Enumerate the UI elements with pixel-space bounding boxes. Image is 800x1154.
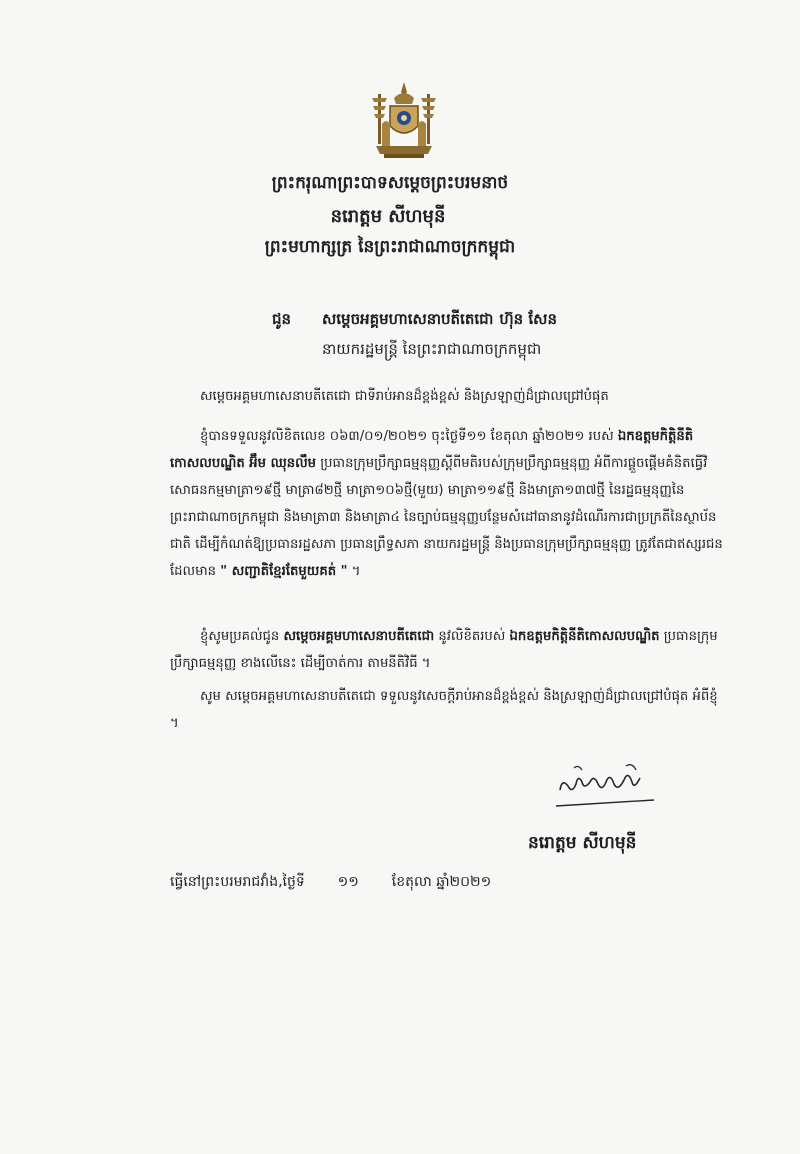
body-paragraph-2 [170,623,730,677]
king-subtitle: ព្រះមហាក្សត្រ នៃព្រះរាជាណាចក្រកម្ពុជា [264,237,516,257]
body-paragraph-1 [170,423,730,585]
addressee-title: នាយករដ្ឋមន្ត្រី នៃព្រះរាជាណាចក្រកម្ពុជា [322,340,542,358]
paragraph-text: ខ្ញុំសូមប្រគល់ជូន [200,629,284,644]
addressee-name-bold: ហ៊ុន សែន [499,310,557,328]
addressee-name: សម្តេចអគ្គមហាសេនាបតីតេជោ [322,310,494,328]
official-title: ឯកឧត្តមកិត្តិនីតិកោសលបណ្ឌិត [509,629,660,644]
paragraph-text: ប្រធានក្រុមប្រឹក្សាធម្មនុញ្ញ ខាងលើនេះ ដើម្បីចាត់ការ តាមនីតិវិធី ។ [170,629,718,671]
date-day: ១១ [337,874,359,890]
closing-paragraph: សូម សម្តេចអគ្គមហាសេនាបតីតេជោ ទទួលនូវសេចក្តីរាប់អានដ៏ខ្ពង់ខ្ពស់ និងស្រឡាញ់ដ៏ជ្រាលជ្រៅបំផុត អំពីខ្ញុំ ។ [170,689,718,731]
date-place: ធ្វើនៅព្រះបរមរាជវាំង,ថ្ងៃទី [170,874,305,890]
paragraph-text: ប្រធានក្រុមប្រឹក្សាធម្មនុញ្ញស្តីពីមតិរបស់ក្រុមប្រឹក្សាធម្មនុញ្ញ អំពីការផ្តួចផ្តើមគំនិតធ្វើវិសោធនកម្មមាត្រា១៩ថ្មី មាត្រា៨២ថ្មី មាត្រា១០៦ថ្មី(មួយ) មាត្រា១១៩ថ្មី និងមាត្រា១៣៧ថ្មី នៃរដ្ឋធម្មនុញ្ញនៃព្រះរាជាណាចក្រកម្ពុជា និងមាត្រា៣ និងមាត្រា៤ នៃច្បាប់ធម្មនុញ្ញបន្ថែមសំដៅធានានូវដំណើរការជាប្រក្រតីនៃស្ថាប័នជាតិ ដើម្បីកំណត់ឱ្យប្រធានរដ្ឋសភា ប្រធានព្រឹទ្ធសភា នាយករដ្ឋមន្ត្រី និងប្រធានក្រុមប្រឹក្សាធម្មនុញ្ញ ត្រូវតែជាឥស្សរជនដែលមាន [170,456,723,579]
addressee-block [272,306,557,366]
salutation-paragraph: សម្តេចអគ្គមហាសេនាបតីតេជោ ជាទីរាប់អានដ៏ខ្ពង់ខ្ពស់ និងស្រឡាញ់ដ៏ជ្រាលជ្រៅបំផុត [200,389,609,404]
handwritten-signature [548,760,658,812]
signer-name: នរោត្តម សីហមុនី [528,833,637,853]
addressee-label: ជូន [272,310,292,328]
recipient-title: សម្តេចអគ្គមហាសេនាបតីតេជោ [283,629,435,644]
quoted-phrase: " សញ្ជាតិខ្មែរតែមួយគត់ " [220,564,348,579]
paragraph-text: ។ [347,564,361,579]
date-month-year: ខែតុលា ឆ្នាំ២០២១ [391,874,492,890]
date-line [170,872,491,893]
royal-coat-of-arms-icon [368,80,440,160]
official-name: ឯកឧត្តមកិត្តិនីតិកោសលបណ្ឌិត អ៊ឹម ឈុនលឹម [170,429,694,471]
king-name: នរោត្តម សីហមុនី [330,206,446,227]
king-title-line: ព្រះករុណាព្រះបាទសម្តេចព្រះបរមនាថ [271,173,509,193]
paragraph-text: ខ្ញុំបានទទួលនូវលិខិតលេខ ០៦៣/០១/២០២១ ចុះថ្ងៃទី១១ ខែតុលា ឆ្នាំ២០២១ របស់ [200,429,614,444]
paragraph-text: នូវលិខិតរបស់ [434,629,510,644]
